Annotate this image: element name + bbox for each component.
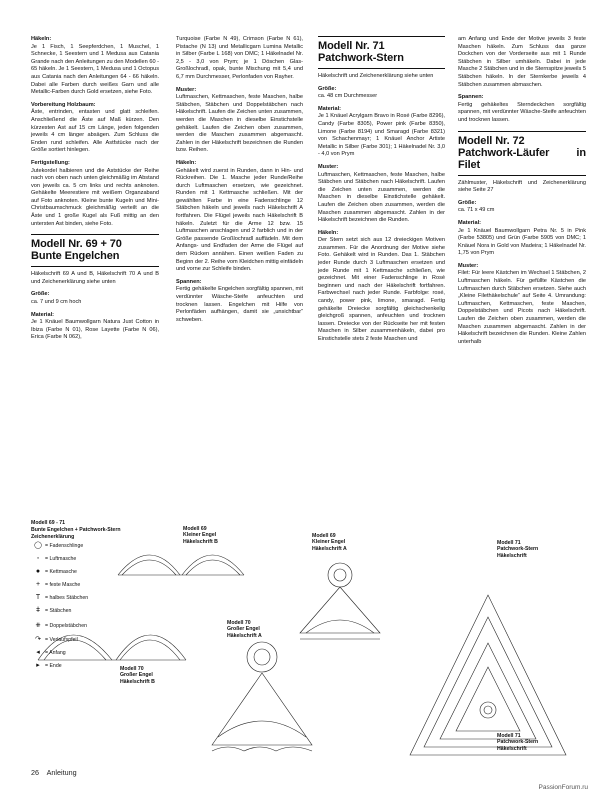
- heading-haekeln: Häkeln:: [176, 159, 197, 166]
- body-text: Filet: Für leere Kästchen im Wechsel 1 Stäbchen, 2 Luftmaschen häkeln. Für gefüllte Kästchen die Luftmaschen durch Stäbchen ersetzen. Siehe auch „Kleine Filethäkelschule“ auf Seite 4. Umrandung: Luftmaschen, Kettmaschen, feste Maschen, Doppelstäbchen und Picots nach Häkelschrift. Laufen die Zeichen oben zusammen, werden die Maschen zusammen abgemascht. Zahlen in der Häkelschrift bezeichnen die Runden. Kleine Zahlen unterhalb: [458, 270, 586, 345]
- treble-crochet-icon: ⧺: [35, 621, 41, 629]
- model-title: Modell Nr. 72: [458, 134, 525, 147]
- body-text: Äste, entrinden, entasten und glatt schleifen. Anschließend die Äste auf Maß kürzen. Den kürzesten Ast auf 15 cm Länge, jeden folgenden jeweils 4 cm länger absägen. Zum Schluss die Enden rund schleifen. Alle Astfstücke nach der Größe sortiert hinlegen.: [31, 109, 159, 154]
- model-subtitle: Patchwork-Läufer in Filet: [458, 146, 586, 171]
- diagram-71-star: [410, 595, 566, 755]
- page-number: 26: [31, 768, 39, 777]
- body-text: Gehäkelt wird zuerst in Runden, dann in Hin- und Rückreihen. Die 1. Masche jeder Runde/Reihe durch Luftmaschen ersetzen, wie gezeichnet. Runden mit 1 Kettmasche schließen. Mit der gewählten Farbe in eine Fadenschlinge 12 Stäbchen häkeln und jeweils nach Häkelschrift A fortfahren. Die Flügel jeweils nach Häkelschrift B häkeln. Zuletzt für die Arme 12 bzw. 15 Luftmaschen anschlagen und 2 farblich und in der Größe passende Großlochradl auffädeln. Mit dem Anfangs- und Endfaden der Arme die Flügel auf dem Rücken annähen. Einen weißen Faden zu Beginn der 2. Reihe vom Kleidchen mittig einfädeln und vorne zur Schleife binden.: [176, 167, 303, 273]
- model-reference: Häkelschrift 69 A und B, Häkelschrift 70 A und B und Zeichenerklärung siehe unten: [31, 271, 159, 285]
- diagram-label-69b: Modell 69 Kleiner Engel Häkelschrift B: [183, 526, 218, 545]
- direction-arrow-icon: ↷: [35, 636, 41, 644]
- legend-item: ↷ = Verlaufspfeil: [31, 634, 181, 647]
- heading-muster: Muster:: [176, 86, 197, 93]
- heading-muster: Muster:: [318, 163, 339, 170]
- diagram-label-70a: Modell 70 Großer Engel Häkelschrift A: [227, 620, 262, 639]
- model-reference: Häkelschrift und Zeichenerklärung siehe unten: [318, 73, 434, 79]
- double-crochet-icon: ǂ: [35, 607, 41, 615]
- section-name: Anleitung: [46, 768, 77, 777]
- diagram-label-71-top: Modell 71 Patchwork-Stern Häkelschrift: [497, 540, 539, 559]
- diagram-69b-wings: [118, 555, 244, 575]
- body-text: Turquoise (Farbe N 49), Crimson (Farbe N 61), Pistache (N 13) und Metallicgarn Lumina Metallic in Silber (Farbe L 168) von DMC; 1 Häkelnadel Nr. 2,5 - 3,0 von Prym; je 1 Döschen Glas-Großlochradl, opak, bunte Mischung mit 5,4 und 6,7 mm Durchmesser, Perlonfaden von Rayher.: [176, 36, 303, 80]
- diagram-70a-angel: [212, 642, 312, 751]
- half-double-crochet-icon: T: [35, 594, 41, 602]
- heading-haekeln: Häkeln:: [31, 36, 52, 42]
- model-title: Modell Nr. 69 + 70: [31, 238, 122, 251]
- body-text: Je 1 Knäuel Baumwollgarn Petra Nr. 5 in Pink (Farbe 53805) und Grün (Farbe 5905 von DMC; 1 Knäuel Nora in Gold von Madeira; 1 Häkelnadel Nr. 1,75 von Prym: [458, 227, 586, 257]
- legend-title: Zeichenerklärung: [31, 533, 75, 540]
- legend-item: ◂ = Anfang: [31, 647, 181, 660]
- body-text: ca. 71 x 49 cm: [458, 207, 495, 214]
- legend-item: T = halbes Stäbchen: [31, 592, 181, 605]
- heading-spannen: Spannen:: [176, 278, 202, 285]
- body-text: ca. 7 und 9 cm hoch: [31, 299, 82, 306]
- body-text: Fertig gehäkelte Engelchen sorgfältig spannen, mit verdünnter Wäsche-Steife anfeuchten und trocknen lassen. Engelchen mit Hilfe von Perlonfäden aufhängen, damit sie „unsichtbar“ schweben.: [176, 286, 303, 323]
- heading-groesse: Größe:: [458, 199, 477, 206]
- legend-item: ⧺ = Doppelstäbchen: [31, 618, 181, 634]
- text-column-4: [458, 36, 586, 351]
- heading-material: Material:: [31, 311, 55, 318]
- heading-material: Material:: [318, 105, 342, 112]
- body-text: Jutekordel halbieren und die Aststücke der Reihe nach von oben nach unten gleichmäßig im Abstand von jeweils ca. 5 cm links und rechts anknoten. Gehäkelte Meerestiere mit weißem Organzaband auf Foto anknoten. Kleine bunte Kugeln und Mini-Christbaumschmuck gleichmäßig verteilt an die Äste und 1 große Kugel als Fuß mittig an den untersten Ast binden, siehe Foto.: [31, 167, 159, 227]
- model-title-box-72: [458, 131, 586, 171]
- chain-stitch-icon: ◦: [36, 555, 40, 563]
- heading-muster: Muster:: [458, 262, 479, 269]
- end-icon: ▸: [36, 662, 40, 670]
- diagram-69a-angel: [300, 563, 380, 639]
- body-text: Luftmaschen, Kettmaschen, feste Maschen, halbe Stäbchen, Stäbchen und Doppelstäbchen nach Häkelschrift. Laufen die Zeichen unten zusammen, werden die Maschen in dieselbe Einstichstelle gehäkelt. Laufen die Zeichen oben zusammen, werden die Maschen zusammen abgemascht. Zahlen in der Häkelschrift bezeichnen die Runden bzw. Reihen.: [176, 94, 303, 154]
- watermark: PassionForum.ru: [538, 784, 588, 791]
- magic-ring-icon: ◯: [34, 542, 42, 550]
- heading-fertigstellung: Fertigstellung:: [31, 159, 70, 166]
- model-reference: Zählmuster, Häkelschrift und Zeichenerklärung siehe Seite 27: [458, 179, 586, 194]
- model-title: Modell Nr. 71: [318, 40, 385, 52]
- heading-vorbereitung: Vorbereitung Holzbaum:: [31, 101, 96, 108]
- model-title-box-71: [318, 36, 445, 64]
- model-subtitle: Bunte Engelchen: [31, 250, 120, 263]
- heading-groesse: Größe:: [318, 85, 337, 92]
- start-icon: ◂: [36, 649, 40, 657]
- legend-item: ▸ = Ende: [31, 660, 181, 673]
- body-text: Der Stern setzt sich aus 12 dreieckigen Motiven zusammen. Für die Anordnung der Motive siehe Foto. Gehäkelt wird in Runden. Das 1. Stäbchen jeder Runde durch 3 Luftmaschen ersetzen und jede Runde mit 1 Kettmasche schließen, wie gezeichnet. Mit einer Fadenschlinge in Rosé beginnen und nach der Häkelschrift fortfahren. Farbwechsel nach jeder Runde. Farbfolge: rosé, candy, power pink, limone, smaragd. Fertig gehäkelte Dreiecke sorgfältig gleichschenkelig gleichgroß spannen, anfeuchten und trocknen lassen. Dreiecke von der Rückseite her mit festen Maschen in Silber zusammenhäkeln, dabei pro Einstichstelle stets 2 feste Maschen und: [318, 237, 445, 342]
- model-title-box-69-70: [31, 234, 159, 262]
- body-text: ca. 48 cm Durchmesser: [318, 93, 378, 100]
- heading-groesse: Größe:: [31, 291, 50, 298]
- body-text: Fertig gehäkeltes Sterndeckchen sorgfältig spannen, mit verdünnter Wäsche-Steife anfeuchten und trocknen lassen.: [458, 101, 586, 123]
- single-crochet-icon: +: [35, 581, 41, 589]
- model-subtitle: Patchwork-Stern: [318, 52, 404, 64]
- legend-item: ◯ = Fadenschlinge: [31, 540, 181, 553]
- legend-title: Modell 69 - 71: [31, 520, 66, 526]
- heading-material: Material:: [458, 219, 482, 226]
- legend-item: + = feste Masche: [31, 579, 181, 592]
- heading-haekeln: Häkeln:: [318, 229, 339, 236]
- body-text: Je 1 Knäuel Acrylgarn Bravo in Rosé (Farbe 8296), Candy (Farbe 8305), Power pink (Farbe 8350), Limone (Farbe 8194) und Smaragd (Farbe 8321) von Schachenmayr; 1 Knäuel Anchor Artiste Metallic in Silber (Farbe 301); 1 Häkelnadel Nr. 3,0 - 4,0 von Prym: [318, 113, 445, 158]
- diagram-label-71-bottom: Modell 71 Patchwork-Stern Häkelschrift: [497, 733, 539, 752]
- slip-stitch-icon: ●: [35, 568, 41, 576]
- body-text: Luftmaschen, Kettmaschen, feste Maschen, halbe Stäbchen und Stäbchen nach Häkelschrift. Laufen die Zeichen unten zusammen, werden die Maschen in dieselbe Einstichstelle gehäkelt. Laufen die Zeichen oben zusammen, werden die Maschen zusammen abgemascht. Zahlen in der Häkelschrift bezeichnen die Runden.: [318, 171, 445, 224]
- text-column-3: [318, 36, 445, 349]
- divider: [318, 68, 445, 69]
- diagram-70b-wings: [38, 635, 186, 660]
- crochet-diagrams: [0, 515, 600, 765]
- body-text: Je 1 Knäuel Baumwollgarn Natura Just Cotton in Ibiza (Farbe N 01), Rose Layette (Farbe N 06), Erica (Farbe N 062),: [31, 319, 159, 341]
- body-text: Je 1 Fisch, 1 Seepferdchen, 1 Muschel, 1 Schnecke, 1 Seestern und 1 Medusa aus Catania Grande nach den Anleitungen zu den Modellen 60 - 65 häkeln. Je 1 Seestern, 1 Medusa und 1 Octopus aus Catania nach den Anleitungen 64 - 66 häkeln. Dabei alle Farben durch weißes Garn und alle Metallic-Farben durch Gold ersetzen, siehe Foto.: [31, 43, 159, 96]
- diagram-label-69a: Modell 69 Kleiner Engel Häkelschrift A: [312, 533, 347, 552]
- divider: [458, 175, 586, 176]
- body-text: am Anfang und Ende der Motive jeweils 3 feste Maschen häkeln. Zum Schluss das ganze Dockchen von der Vorderseite aus mit 1 Runde Stäbchen in Silber umhäkeln. Dabei in jede Masche 2 Stäbchen und in die Sternspitze jeweils 5 Stäbchen häkeln. In der Sternkerbe jeweils 4 Stäbchen zusammen abmaschen.: [458, 36, 586, 88]
- diagram-label-70b: Modell 70 Großer Engel Häkelschrift B: [120, 666, 155, 685]
- legend-item: ǂ = Stäbchen: [31, 605, 181, 618]
- divider: [31, 266, 159, 267]
- text-column-2: [176, 36, 303, 329]
- legend-title: Bunte Engelchen + Patchwork-Stern: [31, 526, 121, 533]
- legend-item: ◦ = Luftmasche: [31, 553, 181, 566]
- legend-item: ● = Kettmasche: [31, 566, 181, 579]
- text-column-1: [31, 36, 159, 347]
- heading-spannen: Spannen:: [458, 94, 484, 101]
- page-footer: [31, 768, 77, 777]
